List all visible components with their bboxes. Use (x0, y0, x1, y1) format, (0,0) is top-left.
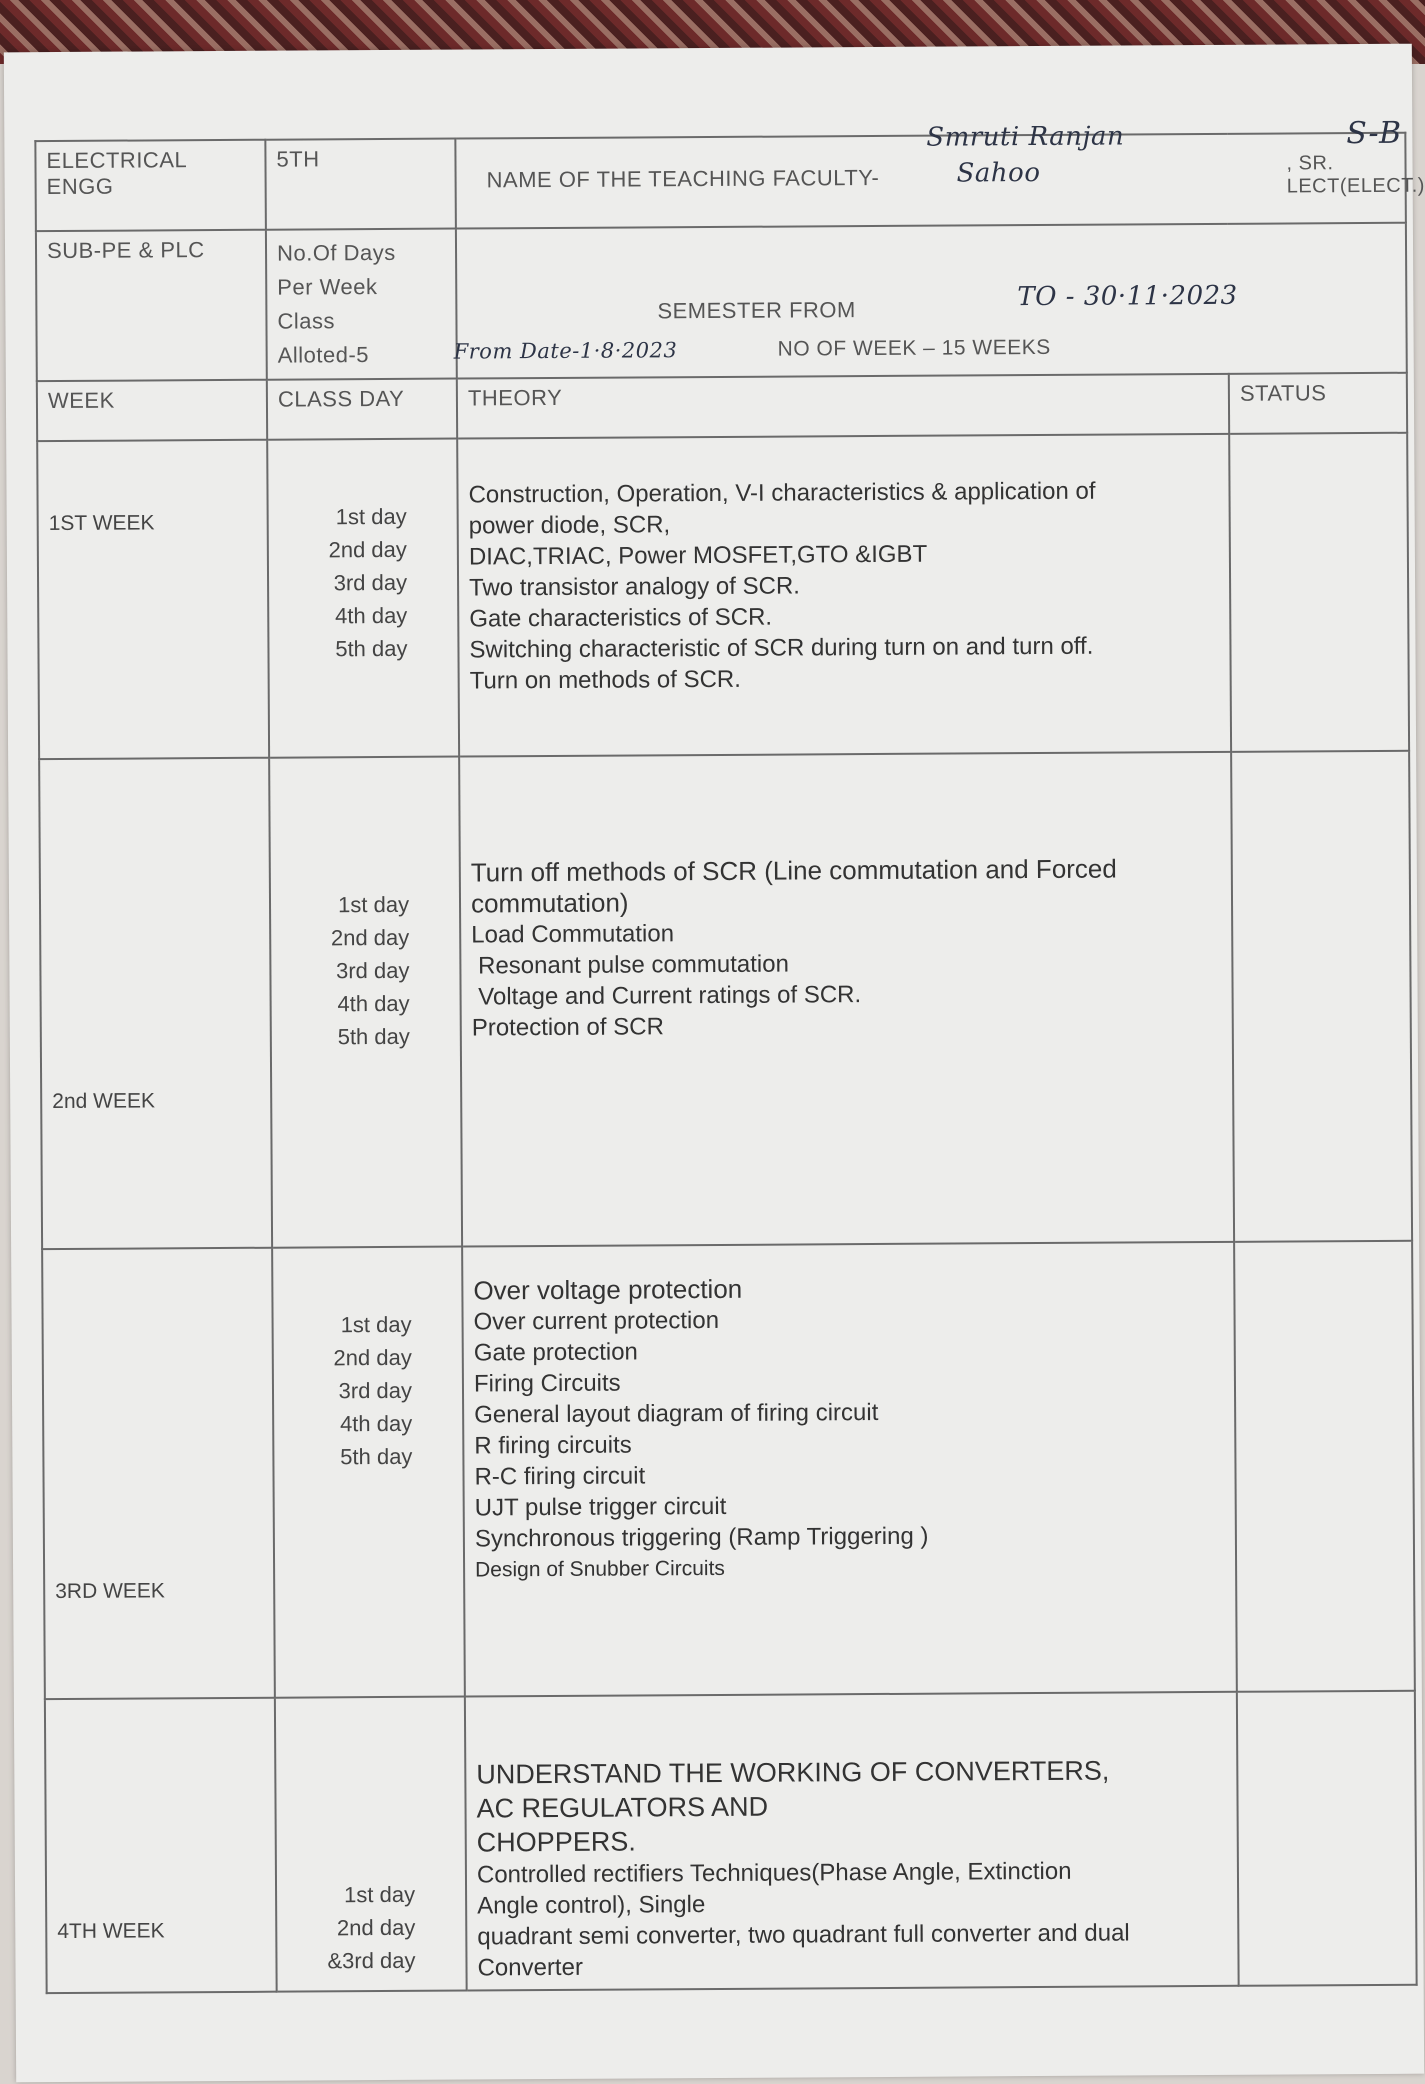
col-week-header: WEEK (37, 380, 267, 441)
lesson-plan-table (34, 115, 1425, 1994)
week-row-3 (42, 1241, 1415, 1699)
unit-heading-line: CHOPPERS. (476, 1826, 636, 1858)
no-of-weeks: NO OF WEEK – 15 WEEKS (777, 335, 1051, 361)
semester-from-label: SEMESTER FROM (657, 297, 856, 324)
topic-line: Angle control), Single (477, 1891, 706, 1920)
class-day: 3rd day (333, 569, 408, 596)
topic-line: Over current protection (473, 1306, 720, 1336)
topic-line: Over voltage protection (473, 1273, 743, 1306)
status-cell (1231, 751, 1412, 1242)
topic-line: Gate protection (473, 1338, 638, 1367)
week-label-text: 2nd WEEK (52, 1089, 156, 1114)
topic-line: Gate characteristics of SCR. (469, 603, 773, 633)
header-row-1 (35, 133, 1406, 231)
week-label-text: 3RD WEEK (55, 1579, 165, 1604)
days-per-week-line: Per Week (277, 274, 378, 300)
class-day: 2nd day (328, 536, 407, 563)
week-label (37, 440, 269, 759)
week-label (45, 1698, 277, 1993)
branch-line2: ENGG (46, 173, 114, 200)
topic-line: R firing circuits (474, 1431, 632, 1460)
class-day: &3rd day (327, 1947, 416, 1974)
faculty-name-line2: Sahoo (956, 157, 1041, 189)
days-per-week-line: No.Of Days (276, 239, 396, 266)
unit-heading-line: AC REGULATORS AND (476, 1791, 769, 1824)
class-day: 5th day (335, 635, 408, 662)
class-day: 2nd day (333, 1344, 412, 1371)
topic-line: Switching characteristic of SCR during turn on and turn off. (469, 632, 1094, 664)
class-day: 4th day (335, 602, 408, 629)
class-day: 3rd day (335, 957, 410, 984)
week-row-4 (45, 1691, 1417, 1993)
topic-line: DIAC,TRIAC, Power MOSFET,GTO &IGBT (468, 540, 928, 571)
branch-line1: ELECTRICAL (46, 147, 188, 174)
theory-topics (459, 752, 1234, 1247)
class-day: 4th day (337, 990, 410, 1017)
semester-period-cell (453, 223, 1407, 379)
week-label-text: 1ST WEEK (48, 511, 155, 536)
designation-note: S-B (1346, 115, 1402, 152)
status-cell (1237, 1691, 1417, 1986)
class-day: 2nd day (330, 924, 410, 951)
status-cell (1229, 433, 1409, 752)
from-date: From Date-1·8·2023 (453, 338, 678, 364)
topic-line: Construction, Operation, V-I characteristics & application of (468, 477, 1096, 509)
topic-line: Resonant pulse commutation (471, 950, 789, 980)
topic-line: power diode, SCR, (468, 511, 671, 540)
class-day: 5th day (340, 1443, 413, 1470)
document-page (4, 44, 1424, 2083)
topic-line: Design of Snubber Circuits (475, 1556, 725, 1582)
topic-line: Turn off methods of SCR (Line commutation and Forced (470, 853, 1117, 888)
week-label-text: 4TH WEEK (57, 1919, 165, 1944)
topic-line: General layout diagram of firing circuit (474, 1399, 879, 1429)
class-days (272, 1247, 465, 1698)
topic-line: UJT pulse trigger circuit (474, 1492, 727, 1522)
days-per-week-cell (266, 229, 457, 380)
topic-line: Controlled rectifiers Techniques(Phase Angle, Extinction (476, 1857, 1072, 1889)
class-day: 4th day (339, 1410, 413, 1437)
days-per-week-line: Class (277, 308, 336, 334)
theory-topics (465, 1692, 1239, 1991)
column-header-row (37, 373, 1407, 441)
topic-line: Converter (477, 1953, 583, 1982)
faculty-label: NAME OF THE TEACHING FACULTY- (486, 164, 880, 193)
col-class-day-header: CLASS DAY (267, 379, 457, 440)
topic-line: Synchronous triggering (Ramp Triggering ) (474, 1522, 929, 1553)
class-day: 2nd day (336, 1914, 416, 1941)
col-status-header: STATUS (1229, 373, 1407, 434)
col-theory-header: THEORY (457, 374, 1229, 439)
topic-line: Load Commutation (471, 920, 675, 949)
week-row-2 (39, 751, 1412, 1249)
subject-cell: SUB-PE & PLC (36, 230, 267, 381)
class-day: 1st day (340, 1311, 412, 1338)
semester-cell: 5TH (265, 139, 456, 230)
class-day: 1st day (335, 503, 407, 530)
header-row-2 (36, 223, 1407, 381)
faculty-name-line1: Smruti Ranjan (926, 121, 1125, 153)
class-day: 1st day (344, 1881, 416, 1908)
theory-topics (457, 434, 1231, 757)
branch-cell (35, 140, 266, 231)
topic-line: commutation) (470, 887, 629, 919)
week-label (42, 1248, 275, 1699)
class-days (267, 439, 459, 758)
class-day: 3rd day (338, 1377, 413, 1404)
topic-line: Firing Circuits (473, 1369, 621, 1398)
week-label (39, 758, 272, 1249)
topic-line: Voltage and Current ratings of SCR. (471, 981, 862, 1011)
theory-topics (462, 1242, 1237, 1697)
topic-line: quadrant semi converter, two quadrant full converter and dual (477, 1919, 1130, 1951)
topic-line: Two transistor analogy of SCR. (469, 572, 800, 602)
topic-line: Turn on methods of SCR. (469, 665, 741, 695)
topic-line: Protection of SCR (471, 1013, 664, 1042)
designation: , SR. LECT(ELECT.) (1286, 152, 1425, 198)
unit-heading-line: UNDERSTAND THE WORKING OF CONVERTERS, (476, 1755, 1110, 1790)
status-cell (1234, 1241, 1415, 1692)
class-days (275, 1697, 467, 1992)
semester-to-date: TO - 30·11·2023 (1017, 280, 1238, 313)
week-row-1 (37, 433, 1409, 759)
days-per-week-line: Alloted-5 (277, 342, 370, 368)
class-day: 5th day (337, 1023, 410, 1050)
faculty-cell (455, 115, 1425, 229)
class-days (269, 757, 462, 1248)
class-day: 1st day (338, 891, 410, 918)
topic-line: R-C firing circuit (474, 1462, 646, 1491)
